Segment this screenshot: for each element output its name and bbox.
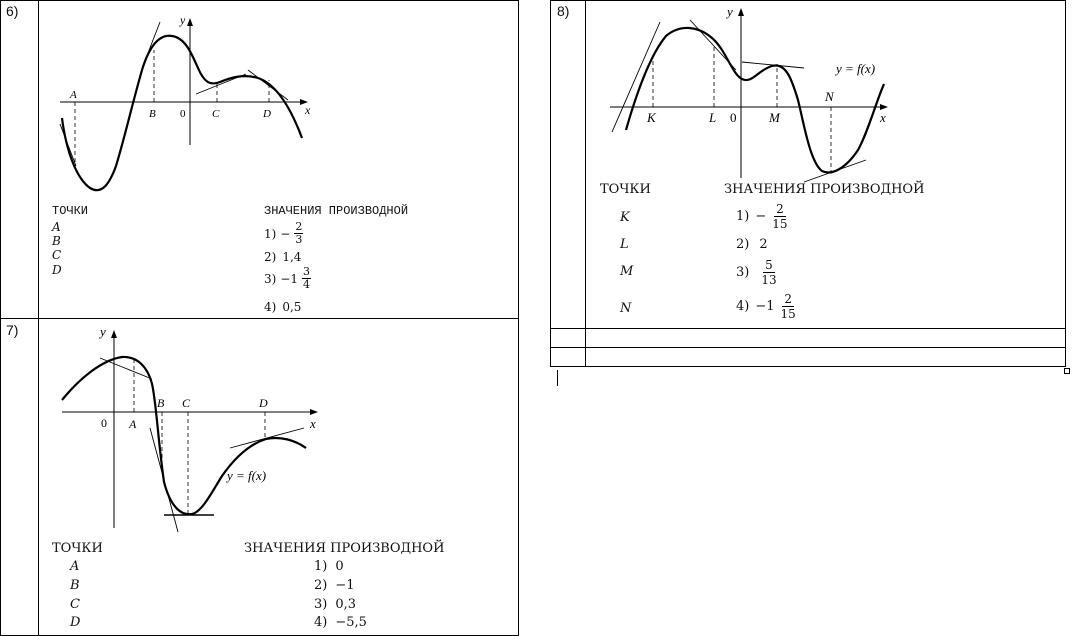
- p7-label-zero: 0: [101, 416, 107, 430]
- p7-values-header: ЗНАЧЕНИЯ ПРОИЗВОДНОЙ: [244, 541, 445, 556]
- p6-option-3: 3) −1 3 4: [264, 265, 311, 291]
- p7-label-d: D: [259, 396, 268, 410]
- right-table-row-divider-2: [550, 347, 1066, 348]
- p8-label-k: K: [647, 110, 656, 125]
- p7-tangent-d: [230, 428, 304, 448]
- table-resize-handle[interactable]: [1064, 368, 1070, 374]
- p7-answer-block: [52, 541, 472, 633]
- p8-y-arrow: [738, 8, 744, 16]
- p8-point-n: N: [620, 301, 632, 316]
- p8-label-l: L: [709, 110, 717, 125]
- p7-point-d: D: [70, 615, 81, 630]
- p6-point-a: A: [52, 220, 61, 234]
- p7-label-a: A: [129, 417, 137, 431]
- p6-tangent-a: [60, 124, 76, 166]
- p6-option-1: 1) − $\frac{2}{3}$: [264, 220, 303, 246]
- p8-option-3: 3) 5 13: [736, 258, 777, 287]
- problem-8-number: 8): [557, 3, 570, 19]
- p8-label-x: x: [880, 110, 886, 125]
- p8-answer-block: [600, 182, 1020, 327]
- p6-label-b: B: [149, 108, 156, 120]
- p8-label-n: N: [825, 89, 834, 104]
- p6-values-header: ЗНАЧЕНИЯ ПРОИЗВОДНОЙ: [264, 204, 409, 218]
- p8-point-k: K: [620, 210, 630, 225]
- p6-label-y: y: [180, 13, 186, 27]
- p7-label-x: x: [310, 416, 316, 431]
- p8-point-m: M: [620, 264, 634, 279]
- p6-option-2: 2) 1,4: [264, 250, 302, 264]
- p7-x-arrow: [310, 409, 318, 415]
- problem-6-graph: [40, 10, 330, 200]
- p7-option-4: 4) −5,5: [314, 615, 367, 630]
- p6-point-c: C: [52, 248, 62, 262]
- p8-points-header: ТОЧКИ: [600, 182, 651, 197]
- p7-point-b: B: [70, 578, 80, 593]
- p7-function-label: y = f(x): [227, 468, 267, 483]
- problem-7-number: 7): [6, 322, 19, 338]
- p7-label-y: y: [100, 324, 106, 339]
- p8-option-2: 2) 2: [736, 237, 768, 252]
- p6-tangent-d: [248, 70, 288, 100]
- p8-option-1: 1) − $\frac{2}{15}$: [736, 202, 788, 231]
- p7-option-3: 3) 0,3: [314, 597, 357, 612]
- p6-y-arrow: [187, 18, 193, 26]
- p8-values-header: ЗНАЧЕНИЯ ПРОИЗВОДНОЙ: [724, 182, 925, 197]
- p8-label-zero: 0: [730, 110, 737, 125]
- p8-function-label: y = f(x): [836, 61, 876, 76]
- p7-points-header: ТОЧКИ: [52, 541, 103, 556]
- p8-option-4: 4) −1 2 15: [736, 292, 796, 321]
- right-table-column-divider: [585, 0, 586, 366]
- right-table-row-divider-1: [550, 328, 1066, 329]
- p7-function-curve: [62, 357, 306, 514]
- p7-point-a: A: [70, 559, 80, 574]
- p7-option-1: 1) 0: [314, 559, 344, 574]
- p8-tangent-n: [804, 160, 866, 182]
- p6-label-zero: 0: [180, 108, 186, 120]
- p7-y-arrow: [111, 330, 117, 338]
- p7-label-b: B: [157, 396, 165, 410]
- p8-label-m: M: [769, 110, 780, 125]
- p8-tangent-m: [742, 62, 804, 68]
- left-table-row-divider: [0, 318, 519, 319]
- p6-points-header: ТОЧКИ: [52, 204, 89, 218]
- p6-label-x: x: [305, 103, 311, 117]
- problem-8-graph: [600, 4, 900, 184]
- text-cursor: [557, 370, 558, 386]
- p6-label-d: D: [263, 108, 271, 120]
- p6-option-4: 4) 0,5: [264, 300, 302, 314]
- p7-tangent-b: [150, 428, 178, 532]
- p7-point-c: C: [70, 597, 80, 612]
- p8-function-curve: [626, 28, 884, 173]
- p6-point-b: B: [52, 234, 61, 248]
- p8-label-y: y: [727, 4, 733, 19]
- p7-option-2: 2) −1: [314, 578, 355, 593]
- p6-label-c: C: [212, 108, 220, 120]
- p7-label-c: C: [182, 396, 191, 410]
- problem-6-number: 6): [6, 3, 19, 19]
- problem-7-graph: [55, 322, 335, 532]
- p6-point-d: D: [52, 263, 62, 277]
- p6-answer-block: [52, 204, 472, 316]
- p8-tangent-l: [690, 20, 736, 70]
- p6-tangent-b: [143, 22, 160, 66]
- p6-label-a: A: [70, 89, 77, 101]
- p8-point-l: L: [620, 237, 629, 252]
